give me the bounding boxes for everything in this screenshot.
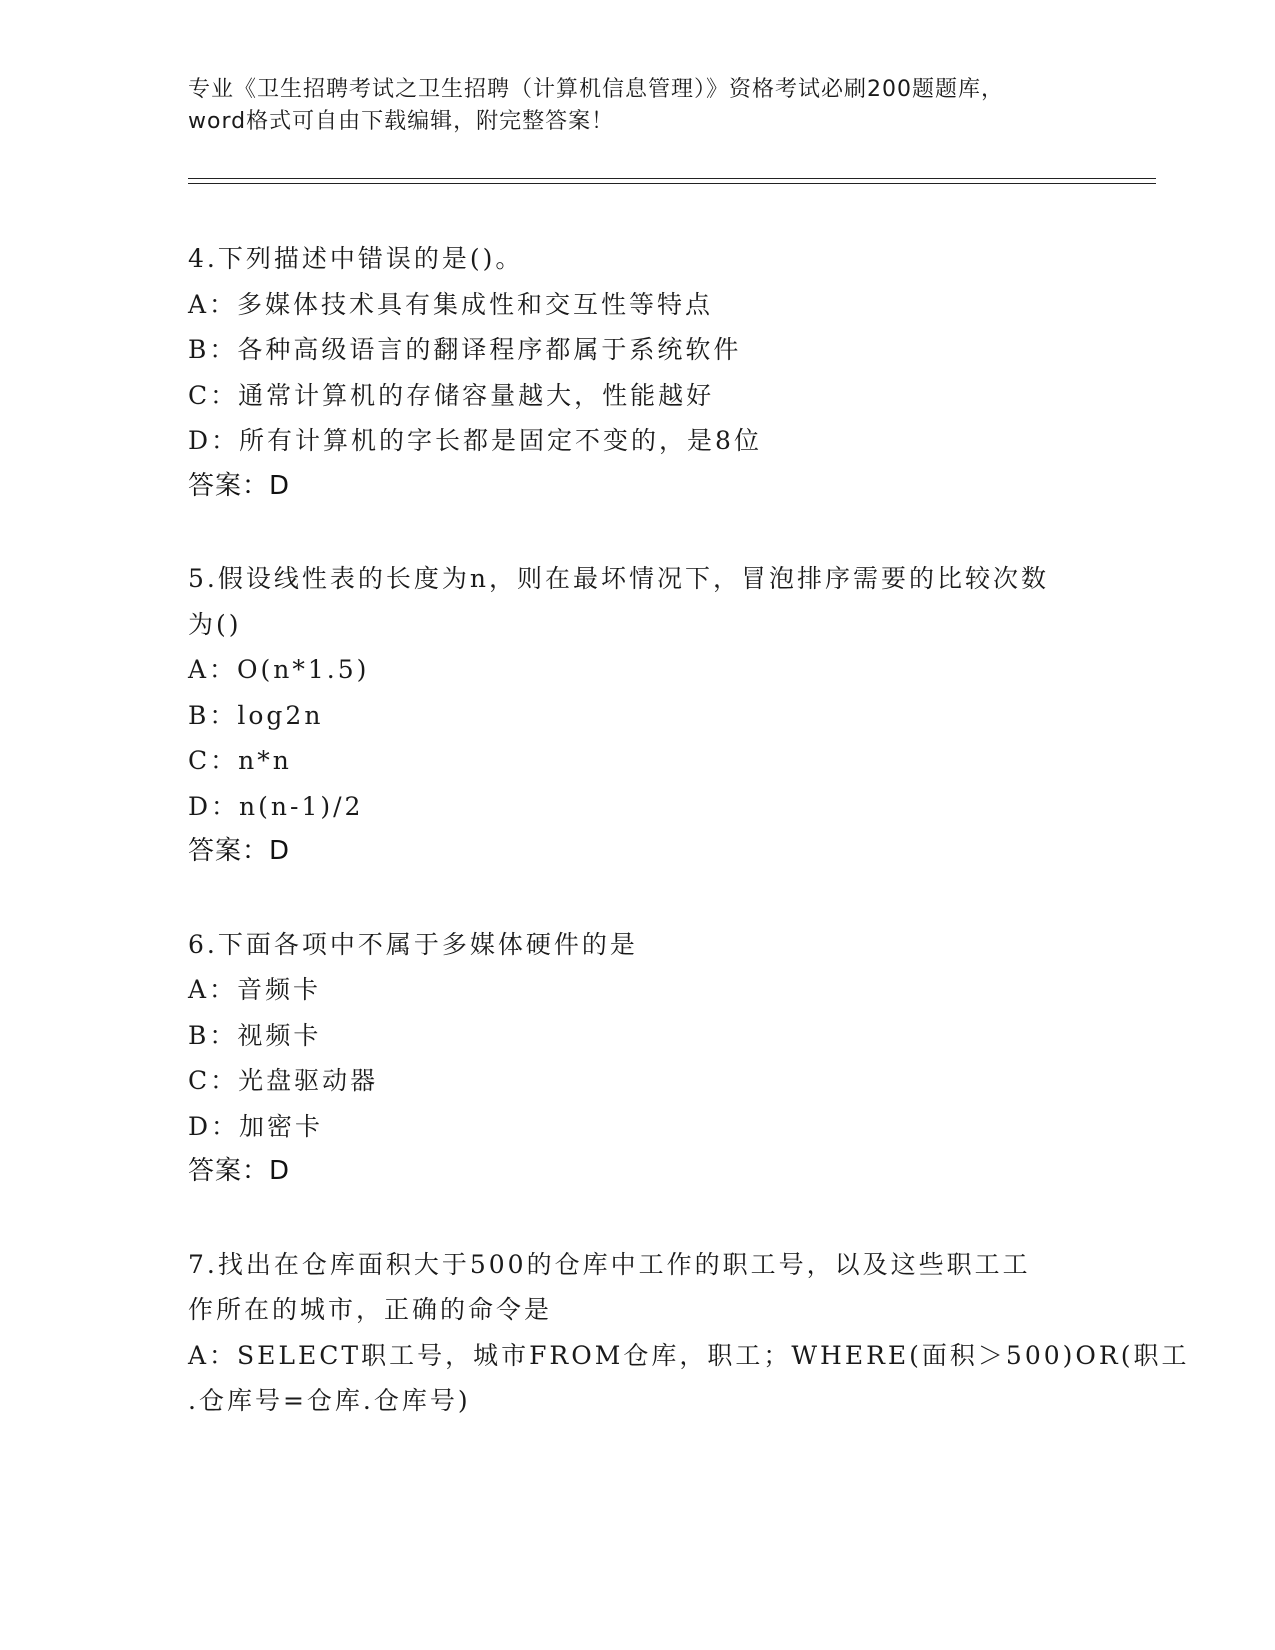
answer-option: B：各种高级语言的翻译程序都属于系统软件 (188, 335, 742, 364)
question-stem: 5.假设线性表的长度为n，则在最坏情况下，冒泡排序需要的比较次数 (188, 564, 1049, 593)
answer-key: 答案：D (188, 1156, 291, 1186)
answer-option: B：视频卡 (188, 1020, 322, 1050)
answer-key: 答案：D (188, 836, 291, 866)
answer-option: D：n(n-1)/2 (188, 791, 364, 821)
answer-option: A：O(n*1.5) (188, 655, 370, 684)
answer-option: .仓库号=仓库.仓库号) (188, 1386, 471, 1415)
answer-option: D：所有计算机的字长都是固定不变的，是8位 (188, 426, 762, 455)
question-stem: 4.下列描述中错误的是()。 (188, 244, 524, 273)
question-stem: 7.找出在仓库面积大于500的仓库中工作的职工号，以及这些职工工 (188, 1249, 1031, 1279)
question-block (188, 1242, 1190, 1424)
header-divider-top (188, 178, 1156, 179)
answer-option: A：多媒体技术具有集成性和交互性等特点 (188, 289, 714, 319)
question-block (188, 922, 1088, 1195)
document-header (188, 74, 1088, 138)
question-block (188, 556, 1088, 875)
header-line-1: 专业《卫生招聘考试之卫生招聘（计算机信息管理）》资格考试必刷200题题库， (188, 77, 1004, 102)
question-block (188, 236, 1088, 509)
answer-option: C：通常计算机的存储容量越大，性能越好 (188, 380, 715, 410)
answer-option: C：n*n (188, 746, 292, 775)
question-stem: 为() (188, 609, 242, 639)
answer-option: C：光盘驱动器 (188, 1066, 379, 1095)
answer-option: A：音频卡 (188, 975, 322, 1004)
answer-option: D：加密卡 (188, 1111, 324, 1141)
answer-option: B：log2n (188, 700, 324, 730)
answer-key: 答案：D (188, 470, 291, 501)
question-stem: 作所在的城市，正确的命令是 (188, 1295, 553, 1324)
header-divider-bottom (188, 183, 1156, 184)
answer-option: A：SELECT职工号，城市FROM仓库，职工；WHERE(面积＞500)OR(职工 (188, 1340, 1190, 1370)
question-stem: 6.下面各项中不属于多媒体硬件的是 (188, 929, 638, 959)
question-list (188, 236, 1190, 1471)
header-line-2: word格式可自由下载编辑，附完整答案！ (188, 109, 615, 134)
